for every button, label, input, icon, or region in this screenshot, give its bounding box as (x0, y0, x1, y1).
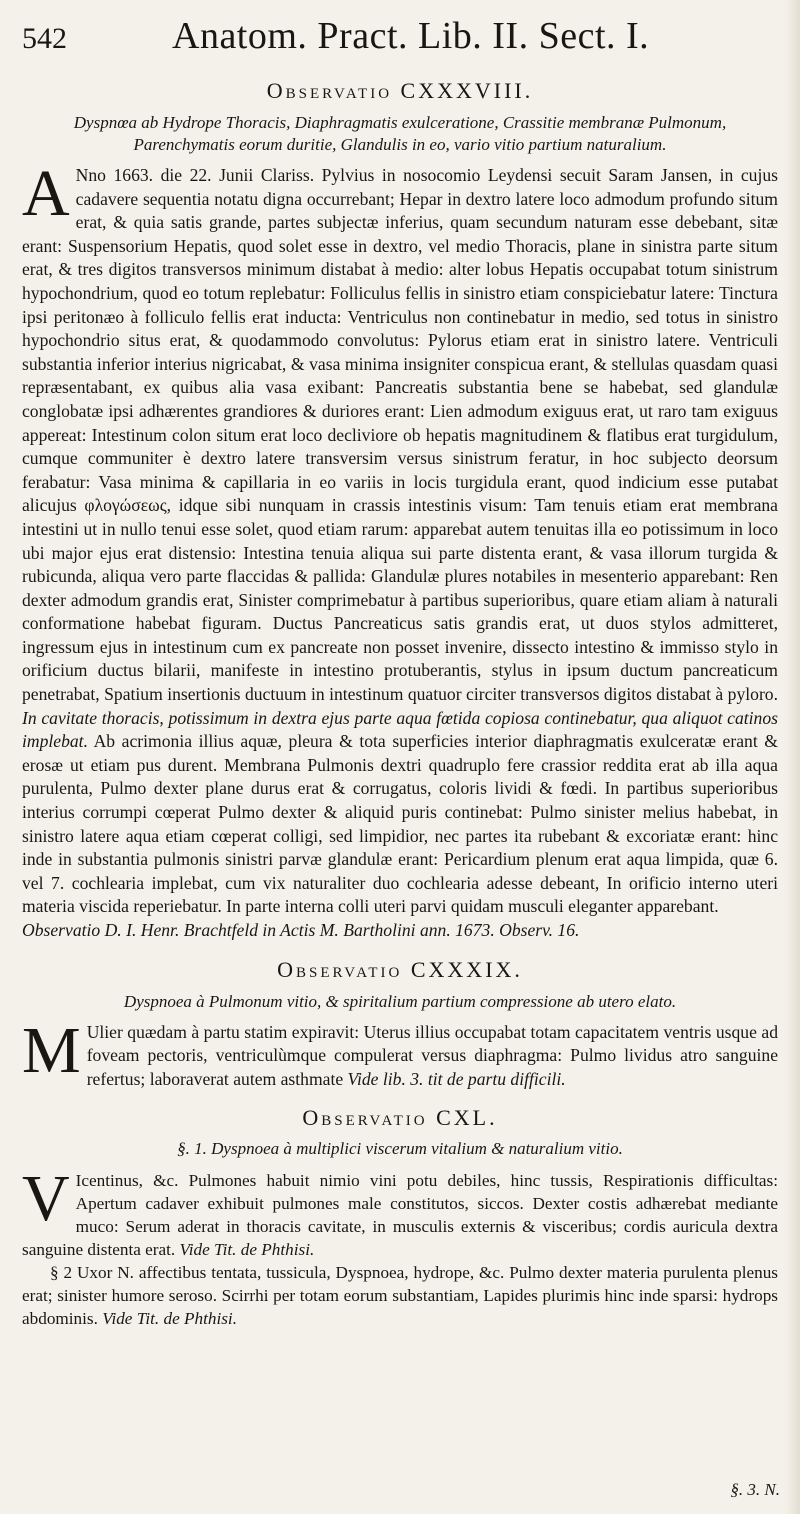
summary-line-2: Parenchymatis eorum duritie, Glandulis in eo, vario vitio partium naturalium. (133, 135, 667, 154)
obs138-body: Nno 1663. die 22. Junii Clariss. Pylvius in nosocomio Leydensi secuit Saram Jansen, in cujus cadavere sequentia notatu digna occurrebant; Hepar in dextro latere loco admodum profundo situm erat, & quia satis grande, partes subjectæ inferius, quam secundum naturam esse debebant, sitæ erant: Suspensorium Hepatis, quod solet esse in dextro, vel medio Thoracis, plane in sinistra parte situm erat, & tres digitos transversos minimum distabat à medio: alter lobus Hepatis occupabat totum sinistrum hypochondrium, quod eo totum replebatur: Folliculus fellis in sinistro etiam conspiciebatur latere: Tinctura ipsi peritonæo à folliculo fellis erat inducta: Ventriculus non continebatur in medio, sed totus in sinistro hypochondrio situs erat, & quodammodo convolutus: Pylorus etiam erat in sinistro latere. Ventriculi substantia inferior interius nigricabat, & vasa minima insigniter conspicua erant, & stellulas quasdam quasi repræsentabant, ex quibus alia vasa exibant: Pancreatis substantia bene se habebat, sed glandulæ conglobatæ ipsi adhærentes grandiores & duriores erant: Lien admodum exiguus erat, ut raro tam exiguus appereat: Intestinum colon situm erat loco decliviore ob hepatis magnitudinem & flatibus erat turgidulum, cumque communiter è dextro latere transversim versus sinistrum feratur, in hoc subjecto deorsum ferabatur: Vasa minima & capillaria in eo variis in locis turgidula erant, quod indicium esse putabat alicujus φλογώσεως, idque sibi nunquam in crassis intestinis visum: Tam tenuis etiam erat membrana intestini ut in nullo tenui esse solet, quod etiam rarum: apparebat autem tenuitas illa eo potissimum in loco ubi major ejus erat distensio: Intestina tenuia aliqua sui parte distenta erant, & vasa illorum turgida & rubicunda, aliqua vero parte flaccidas & pallida: Glandulæ plures notabiles in mesenterio apparebant: Ren dexter admodum grandis erat, Sinister comprimebatur à partibus superioribus, quare etiam aliam à naturali conformatione habebat figuram. Ductus Pancreaticus satis grandis erat, ut duos stylos admitteret, ingressum ejus in intestinum cum ex pancreate non posset invenire, dissecto intestino & immisso stylo in orificium ductus bilarii, manifeste in intestino protuberantis, stylus in ipsum ductum pancreaticum penetrabat, Spatium insertionis ductuum in intestinum quatuor circiter transversos digitos distabat à pyloro. (22, 165, 778, 705)
observation-138-text (22, 157, 778, 919)
observation-140-section-heading: §. 1. Dyspnoea à multiplici viscerum vitalium & naturalium vitio. (177, 1139, 623, 1159)
running-title: Anatom. Pract. Lib. II. Sect. I. (172, 15, 650, 57)
obs140-body: Icentinus, &c. Pulmones habuit nimio vini potu debiles, hinc tussis, Respirationis difficultas: Apertum cadaver exhibuit pulmones male constitutos, siccos. Dexter costis adhærebat mediante muco: Serum aderat in thoracis cavitate, in musculis externis & visceribus; cordis auricula dextra sanguine distenta erat. (22, 1171, 778, 1260)
observation-138-title: Observatio CXXXVIII. (266, 78, 534, 103)
obs138-italic-passage: In cavitate thoracis, potissimum in dextra ejus parte aqua fœtida copiosa continebatur, qua aliquot catinos implebat. (22, 707, 778, 752)
dropcap-a: A (22, 157, 70, 230)
page-header (22, 14, 778, 72)
dropcap-m: M (22, 1013, 81, 1087)
observation-140-title: Observatio CXL. (302, 1105, 498, 1131)
obs140-para2-italic: Vide Tit. de Phthisi. (97, 1309, 238, 1329)
observation-138-summary (22, 112, 778, 156)
observation-139-title: Observatio CXXXIX. (277, 956, 523, 982)
catchword: §. 3. N. (730, 1480, 780, 1499)
observation-140-text (22, 1162, 778, 1261)
observation-139-text (22, 1013, 778, 1092)
obs139-body: Ulier quædam à partu statim expiravit: Uterus illius occupabat totam capacitatem ventris usque ad foveam pectoris, ventriculùmque compulerat versus diaphragma: Pulmo lividus atro sanguine refertus; laboraverat autem asthmate (86, 1021, 778, 1089)
summary-line-1: Dyspnœa ab Hydrope Thoracis, Diaphragmatis exulceratione, Crassitie membranæ Pulmonum, (73, 113, 727, 132)
obs140-italic-reference: Vide Tit. de Phthisi. (175, 1240, 315, 1260)
dropcap-v: V (22, 1162, 70, 1236)
obs139-italic-reference: Vide lib. 3. tit de partu difficili. (343, 1068, 566, 1089)
observation-139-summary: Dyspnoea à Pulmonum vitio, & spiritalium partium compressione ab utero elato. (123, 991, 677, 1011)
obs140-para2-body: § 2 Uxor N. affectibus tentata, tussicula, Dyspnoea, hydrope, &c. Pulmo dexter materia purulenta plenus erat; sinister humore seroso. Scirrhi per totam eorum substantiam, Lapides plurimis hinc inde sparsi: hydrops abdominis. (22, 1263, 778, 1329)
observation-138-source: Observatio D. I. Henr. Brachtfeld in Actis M. Bartholini ann. 1673. Observ. 16. (22, 920, 580, 940)
page-number: 542 (22, 22, 67, 55)
page-edge-shadow (786, 0, 800, 1514)
obs138-body-2: Ab acrimonia illius aquæ, pleura & tota superficies interior diaphragmatis exulceratæ erant & erosæ ut etiam pus durent. Membrana Pulmonis dextri quadruplo fere crassior reddita erat ab illa aqua purulenta, Pulmo dexter plane durus erat & corrugatus, coloris lividi & fœdi. In partibus superioribus interius corrumpi cœperat Pulmo dexter & aliquid puris continebat: Pulmo sinister melius habebat, in sinistro latere aqua etiam cœperat colligi, sed limpidior, nec partes ita rubebant & excoriatæ erant: hinc inde in substantia pulmonis sinistri parvæ glandulæ erant: Pericardium plenum erat aqua limpida, quæ 6. vel 7. cochlearia implebat, cum vix naturaliter duo cochlearia adesse debeant, In orificio interno uteri materia viscida reperiebatur. In parte interna colli uteri parvi quidam musculi eleganter apparebant. (22, 731, 778, 917)
observation-140-paragraph-2 (22, 1261, 778, 1330)
book-page (22, 14, 778, 1330)
